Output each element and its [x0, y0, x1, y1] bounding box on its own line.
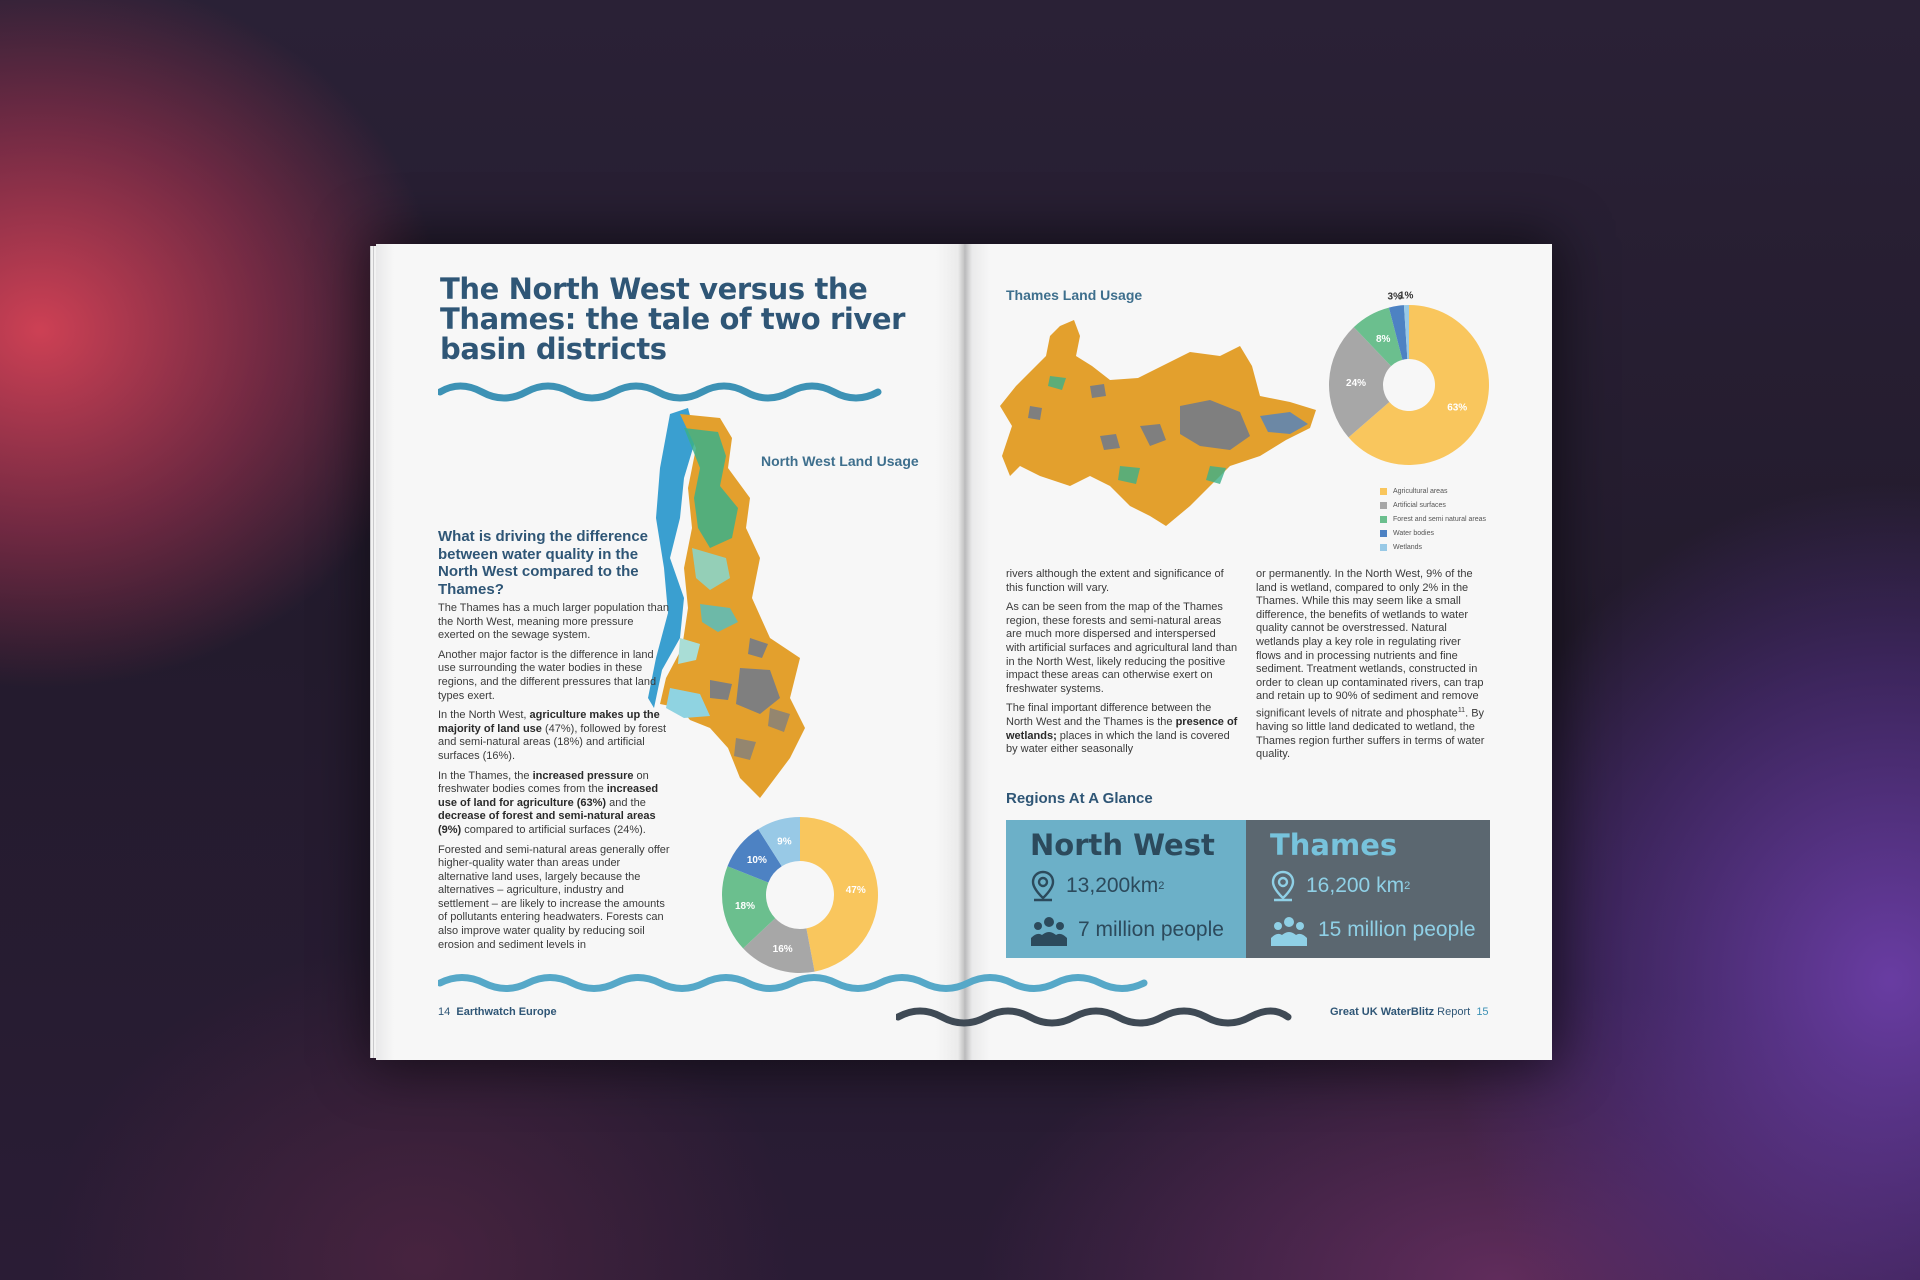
donut-value-label: 1%	[1398, 290, 1414, 302]
donut-value-label: 10%	[746, 854, 767, 866]
paragraph: The final important difference between the North West and the Thames is the presence of wetlands; places in which the land is covered by water either seasonally	[1006, 702, 1238, 756]
title-wave-decoration	[438, 380, 884, 404]
right-body-col-1	[1006, 568, 1238, 763]
region-area: 13,200km 2	[1030, 870, 1164, 902]
paragraph: or permanently. In the North West, 9% of the land is wetland, compared to only 2% in the Thames. While this may seem like a small difference, the benefits of wetlands to water quality cannot be overstressed. Natural wetlands play a key role in regulating river flows and in processing nutrients and fine sediment. Treatment wetlands, constructed in order to clean up contaminated rivers, can trap and retain up to 90% of sediment and remove significant levels of nitrate and phosphate$^{11}$. By having so little land dedicated to wetland, the Thames region further suffers in terms of water quality.	[1256, 568, 1485, 761]
left-footer	[438, 1006, 557, 1018]
footer-org: Earthwatch Europe	[456, 1006, 557, 1018]
region-name: Thames	[1270, 828, 1398, 862]
bottom-wave-light	[438, 972, 1158, 994]
donut-value-label: 16%	[772, 943, 793, 955]
legend-item: Agricultural areas	[1380, 484, 1486, 498]
region-area: 16,200 km 2	[1270, 870, 1410, 902]
donut-value-label: 24%	[1346, 377, 1367, 389]
donut-value-label: 63%	[1447, 402, 1468, 414]
paragraph: The Thames has a much larger population than the North West, meaning more pressure exerted on the sewage system.	[438, 602, 669, 642]
people-group-icon	[1030, 914, 1068, 946]
region-name: North West	[1030, 828, 1215, 862]
legend-swatch	[1380, 544, 1387, 551]
thames-map-title: Thames Land Usage	[1006, 287, 1143, 303]
region-population: 15 million people	[1270, 914, 1476, 946]
paragraph: As can be seen from the map of the Thames region, these forests and semi-natural areas are much more dispersed and interspersed with artificial surfaces and agricultural land than in the North West, likely reducing the positive impact these areas can otherwise exert on freshwater systems.	[1006, 601, 1238, 695]
legend-item: Artificial surfaces	[1380, 498, 1486, 512]
donut-value-label: 8%	[1376, 334, 1391, 346]
regions-heading: Regions At A Glance	[1006, 790, 1153, 807]
footer-title: Great UK WaterBlitz	[1330, 1006, 1435, 1018]
paragraph: In the Thames, the increased pressure on freshwater bodies comes from the increased use of land for agriculture (63%) and the decrease of forest and semi-natural areas (9%) compared to artificial surfaces (24%).	[438, 769, 659, 836]
north-west-region-card	[1006, 820, 1246, 958]
left-body-text	[438, 602, 670, 958]
paragraph: Forested and semi-natural areas generally offer higher-quality water than areas under alternative land uses, largely because the alternatives – agriculture, industry and settlement – are likely to increase the amounts of pollutants entering headwaters. Forests can also improve water quality by reducing soil erosion and sediment levels in	[438, 843, 670, 951]
people-group-icon	[1270, 914, 1308, 946]
donut-value-label: 9%	[777, 836, 792, 848]
legend-item: Forest and semi natural areas	[1380, 512, 1486, 526]
land-use-legend	[1380, 484, 1486, 554]
north-west-map-title: North West Land Usage	[761, 453, 919, 469]
donut-value-label: 47%	[845, 885, 866, 897]
legend-swatch	[1380, 516, 1387, 523]
thames-map	[990, 316, 1330, 536]
legend-swatch	[1380, 502, 1387, 509]
thames-donut-chart	[1324, 288, 1494, 468]
thames-region-card	[1246, 820, 1490, 958]
location-pin-icon	[1270, 870, 1296, 902]
legend-item: Water bodies	[1380, 526, 1486, 540]
book-spine	[958, 244, 972, 1060]
north-west-donut-chart	[720, 815, 880, 975]
donut-value-label: 3%	[1387, 291, 1403, 303]
page-number: 15	[1476, 1006, 1489, 1018]
bottom-wave-dark	[896, 1004, 1292, 1030]
legend-swatch	[1380, 488, 1387, 495]
legend-item: Wetlands	[1380, 540, 1486, 554]
legend-swatch	[1380, 530, 1387, 537]
region-population: 7 million people	[1030, 914, 1224, 946]
page-number: 14	[438, 1006, 451, 1018]
paragraph: Another major factor is the difference in land use surrounding the water bodies in these regions, and the different pressures that land types exert.	[438, 648, 657, 702]
right-footer: Great UK WaterBlitz Report 15	[1330, 1006, 1489, 1018]
section-subheading: What is driving the difference between water quality in the North West compared to the Thames?	[438, 528, 649, 598]
right-body-col-2	[1256, 568, 1488, 768]
paragraph: rivers although the extent and significance of this function will vary.	[1006, 568, 1224, 594]
donut-value-label: 18%	[734, 900, 755, 912]
page-title: The North West versus the Thames: the tale of two river basin districts	[440, 272, 906, 366]
donut-slice-agricultural-areas	[800, 817, 878, 972]
location-pin-icon	[1030, 870, 1056, 902]
paragraph: In the North West, agriculture makes up the majority of land use (47%), followed by forest and semi-natural areas (18%) and artificial surfaces (16%).	[438, 709, 667, 762]
